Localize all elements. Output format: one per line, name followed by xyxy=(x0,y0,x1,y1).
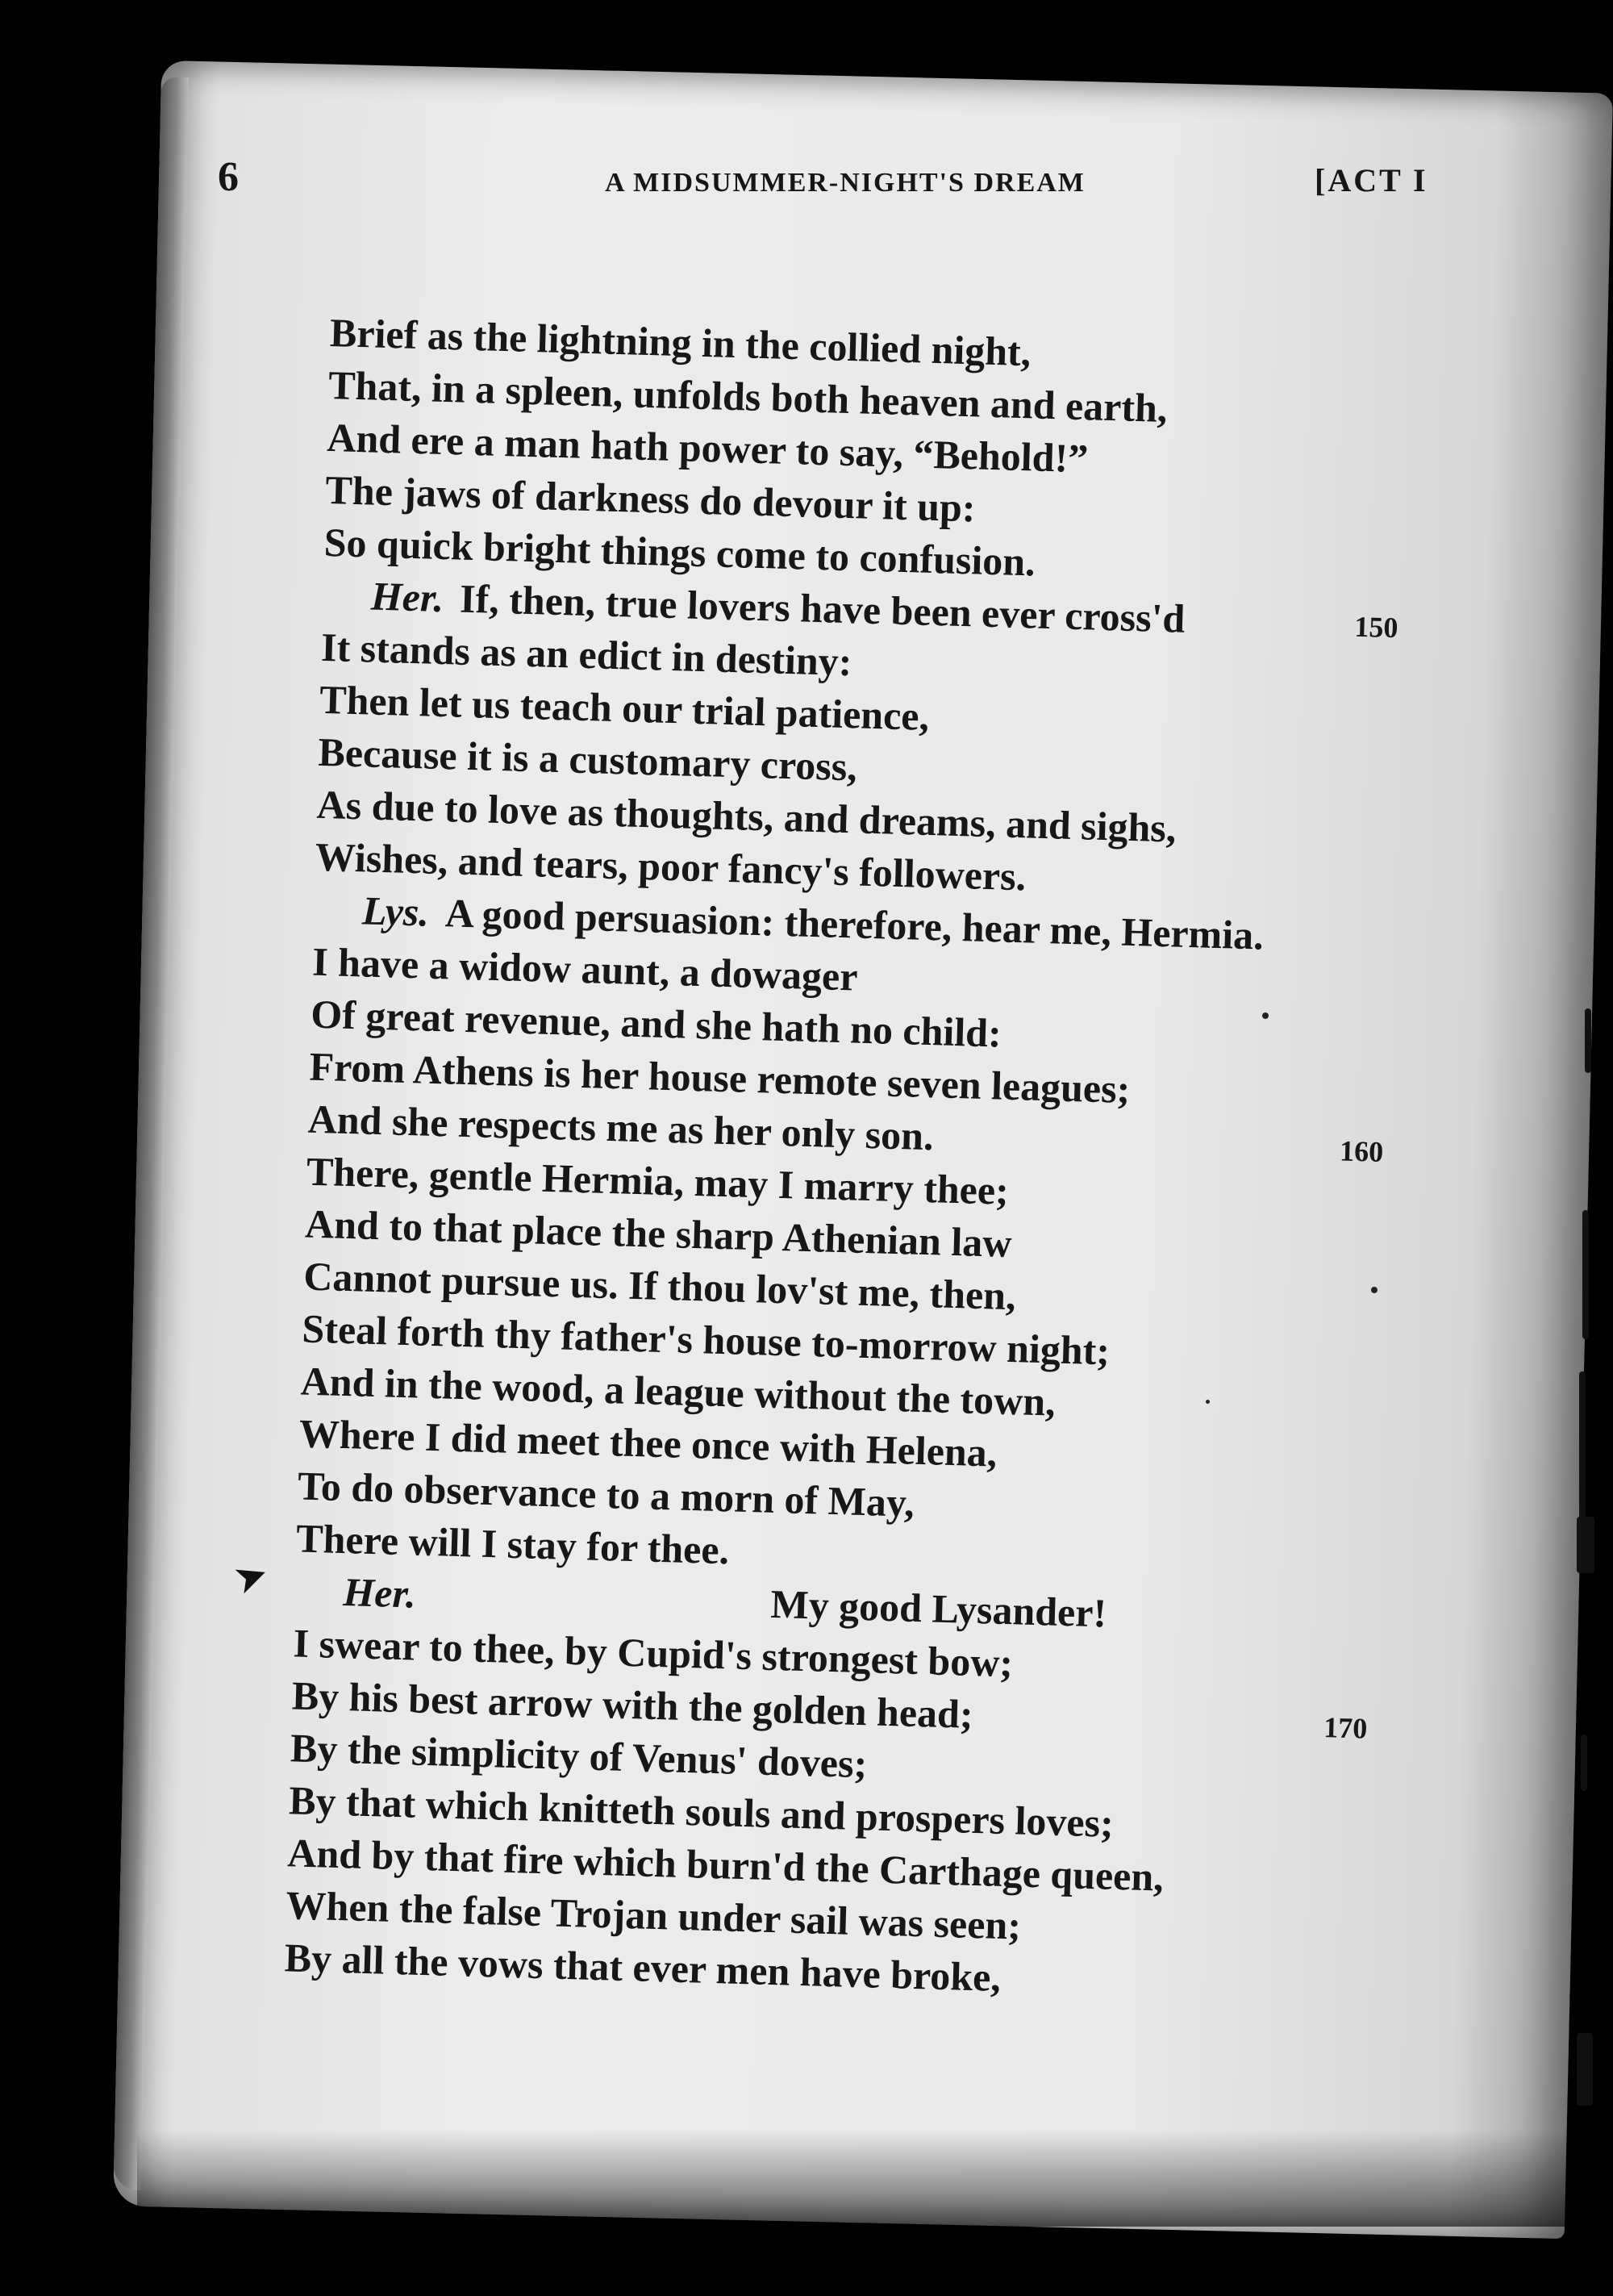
speaker-name: Lys. xyxy=(361,887,430,935)
line-text: By his best arrow with the golden head; xyxy=(291,1672,974,1737)
bottom-shadow xyxy=(137,2130,1589,2227)
line-number: 160 xyxy=(1339,1134,1384,1168)
line-text: So quick bright things come to confusion. xyxy=(323,519,1036,585)
line-text: As due to love as thoughts, and dreams, and sighs, xyxy=(315,781,1177,851)
running-title: A MIDSUMMER-NIGHT'S DREAM xyxy=(605,168,1086,198)
gutter-mark xyxy=(1577,2033,1593,2106)
line-text: Then let us teach our trial patience, xyxy=(319,676,930,739)
line-text: That, in a spleen, unfolds both heaven and earth, xyxy=(327,361,1169,432)
line-text: And to that place the sharp Athenian law xyxy=(304,1200,1013,1267)
line-text: By the simplicity of Venus' doves; xyxy=(290,1725,868,1787)
line-text: Where I did meet thee once with Helena, xyxy=(298,1410,998,1476)
line-text: To do observance to a morn of May, xyxy=(297,1463,915,1526)
line-text: By all the vows that ever men have broke, xyxy=(284,1935,1002,2000)
line-text: And ere a man hath power to say, “Behold!” xyxy=(326,414,1089,482)
line-text: It stands as an edict in destiny: xyxy=(320,624,853,685)
margin-mark: ➤ xyxy=(227,1549,275,1604)
gutter-mark xyxy=(1577,1517,1594,1573)
line-text: Brief as the lightning in the collied night, xyxy=(329,309,1032,375)
line-text: From Athens is her house remote seven leagues; xyxy=(308,1043,1132,1113)
line-text: Wishes, and tears, poor fancy's followers. xyxy=(315,833,1027,900)
act-label: [ACT I xyxy=(1315,162,1428,198)
gutter-mark xyxy=(1582,1210,1589,1339)
ink-speck xyxy=(1206,1400,1210,1404)
line-number: 170 xyxy=(1323,1711,1368,1745)
line-text: And by that fire which burn'd the Carthage queen, xyxy=(286,1830,1165,1900)
ink-speck xyxy=(1371,1287,1378,1293)
line-text: Cannot pursue us. If thou lov'st me, then, xyxy=(302,1253,1017,1319)
speaker-name: Her. xyxy=(370,573,445,621)
line-text: A good persuasion: therefore, hear me, Hermia. xyxy=(444,890,1265,958)
line-text: When the false Trojan under sail was seen; xyxy=(285,1882,1022,1948)
page-number: 6 xyxy=(218,154,239,200)
line-text: Because it is a customary cross, xyxy=(317,728,858,790)
line-text: I swear to thee, by Cupid's strongest bow; xyxy=(292,1620,1014,1686)
line-text: There, gentle Hermia, may I marry thee; xyxy=(306,1148,1010,1213)
line-text: The jaws of darkness do devour it up: xyxy=(324,466,977,531)
line-text: Steal forth thy father's house to-morrow night; xyxy=(301,1305,1111,1374)
gutter-mark xyxy=(1585,1008,1591,1073)
line-number: 150 xyxy=(1353,610,1398,645)
line-text: If, then, true lovers have been ever cross'd xyxy=(459,575,1186,641)
line-text: I have a widow aunt, a dowager xyxy=(311,938,859,1000)
line-text: And she respects me as her only son. xyxy=(307,1096,935,1159)
line-text: Of great revenue, and she hath no child: xyxy=(310,991,1002,1056)
line-text: By that which knitteth souls and prospers loves; xyxy=(288,1777,1115,1846)
line-text: There will I stay for thee. xyxy=(295,1515,730,1573)
line-text: And in the wood, a league without the town, xyxy=(300,1358,1057,1425)
ink-speck xyxy=(1262,1012,1269,1019)
page-edge xyxy=(114,77,189,2190)
verse-text xyxy=(284,307,1540,2018)
speaker-name: Her. xyxy=(342,1569,417,1617)
split-line-gap xyxy=(431,1608,770,1618)
running-header xyxy=(218,153,1444,226)
gutter-mark xyxy=(1581,1735,1587,1791)
line-text: My good Lysander! xyxy=(769,1580,1107,1636)
